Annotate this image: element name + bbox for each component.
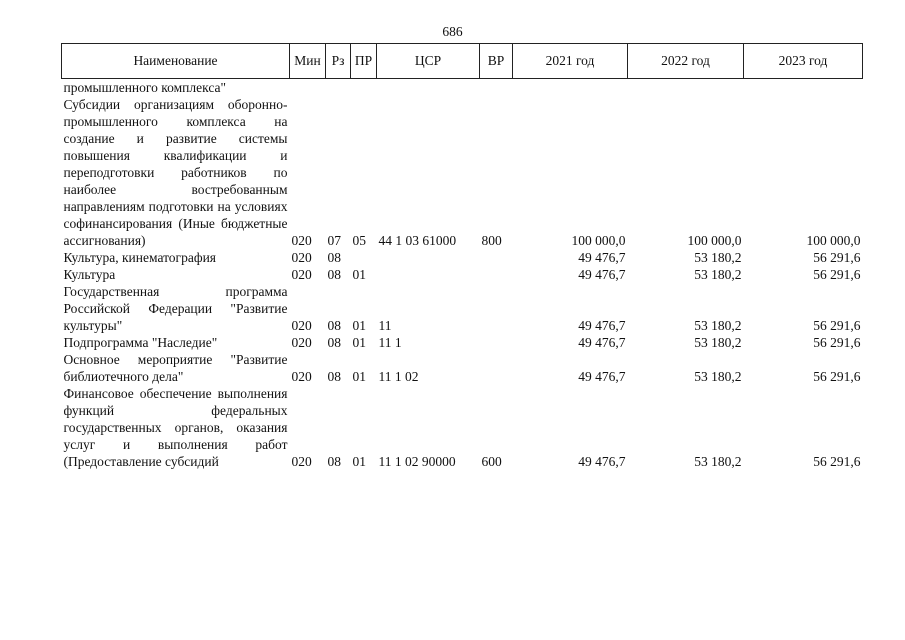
row-min: 020 [291,250,312,265]
table-row [62,96,863,249]
row-name: Подпрограмма "Наследие" [63,335,218,350]
row-rz: 08 [327,267,341,282]
row-rz: 07 [327,233,341,248]
row-min: 020 [291,267,312,282]
header-rz: Рз [326,44,351,79]
row-2023: 56 291,6 [813,250,861,265]
row-2021 [513,79,628,97]
row-rz: 08 [327,250,341,265]
row-2022: 53 180,2 [694,250,742,265]
header-pr: ПР [351,44,377,79]
row-2022 [628,79,744,97]
row-2022: 53 180,2 [694,335,742,350]
row-csr: 11 1 02 90000 [378,454,456,469]
row-2023: 56 291,6 [813,454,861,469]
row-2023: 56 291,6 [813,335,861,350]
row-2023: 56 291,6 [813,267,861,282]
row-2021: 49 476,7 [578,369,626,384]
row-vr: 600 [481,454,502,469]
row-min: 020 [291,233,312,248]
table-row [62,283,863,334]
page-number: 686 [442,24,463,39]
row-name: Государственная программа Российской Федерации "Развитие культуры" [63,284,288,333]
header-2022: 2022 год [628,44,744,79]
row-vr [480,334,513,351]
row-2021: 100 000,0 [571,233,626,248]
table-row [62,249,863,266]
row-2022: 53 180,2 [694,369,742,384]
table-row [62,334,863,351]
row-name: Культура [63,267,116,282]
header-min: Мин [290,44,326,79]
row-rz [326,79,351,97]
table-row [62,351,863,385]
row-rz: 08 [327,318,341,333]
row-csr [377,79,480,97]
row-2021: 49 476,7 [578,318,626,333]
row-min: 020 [291,369,312,384]
row-2021: 49 476,7 [578,267,626,282]
row-pr: 01 [352,318,366,333]
row-pr [351,249,377,266]
row-2022: 100 000,0 [687,233,742,248]
row-pr: 05 [352,233,366,248]
row-2023: 56 291,6 [813,369,861,384]
row-min: 020 [291,318,312,333]
row-name: Культура, кинематография [63,250,217,265]
row-name: Субсидии организациям оборонно-промышленного комплекса на создание и развитие системы повышения квалификации и переподготовки работников по наиболее востребованным направлениям подготовки на условиях софинансирования (Иные бюджетные ассигнования) [63,97,288,248]
table-header-row [62,44,863,79]
header-vr: ВР [480,44,513,79]
row-pr: 01 [352,369,366,384]
row-vr [480,283,513,334]
header-name: Наименование [62,44,290,79]
row-min: 020 [291,335,312,350]
header-2021: 2021 год [513,44,628,79]
row-vr [480,266,513,283]
row-csr: 44 1 03 61000 [378,233,457,248]
table-row [62,79,863,97]
row-2021: 49 476,7 [578,335,626,350]
row-2022: 53 180,2 [694,454,742,469]
header-csr: ЦСР [377,44,480,79]
row-2022: 53 180,2 [694,267,742,282]
row-vr [480,79,513,97]
row-pr: 01 [352,454,366,469]
row-csr: 11 1 02 [378,369,419,384]
row-2023: 56 291,6 [813,318,861,333]
row-2021: 49 476,7 [578,250,626,265]
row-rz: 08 [327,454,341,469]
table-row [62,266,863,283]
row-pr: 01 [352,267,366,282]
row-2023 [744,79,863,97]
row-csr: 11 [378,318,392,333]
row-2021: 49 476,7 [578,454,626,469]
budget-table [61,43,863,470]
row-vr [480,249,513,266]
row-pr [351,79,377,97]
row-2023: 100 000,0 [806,233,861,248]
table-row [62,385,863,470]
row-vr: 800 [481,233,502,248]
row-name: промышленного комплекса" [63,80,226,95]
row-min: 020 [291,454,312,469]
row-2022: 53 180,2 [694,318,742,333]
row-rz: 08 [327,369,341,384]
row-csr [377,249,480,266]
header-2023: 2023 год [744,44,863,79]
row-rz: 08 [327,335,341,350]
row-csr [377,266,480,283]
row-name: Основное мероприятие "Развитие библиотечного дела" [63,352,288,384]
row-pr: 01 [352,335,366,350]
row-csr: 11 1 [378,335,402,350]
row-name: Финансовое обеспечение выполнения функций федеральных государственных органов, оказания услуг и выполнения работ (Предоставление субсидий [63,386,288,469]
row-vr [480,351,513,385]
row-min [290,79,326,97]
